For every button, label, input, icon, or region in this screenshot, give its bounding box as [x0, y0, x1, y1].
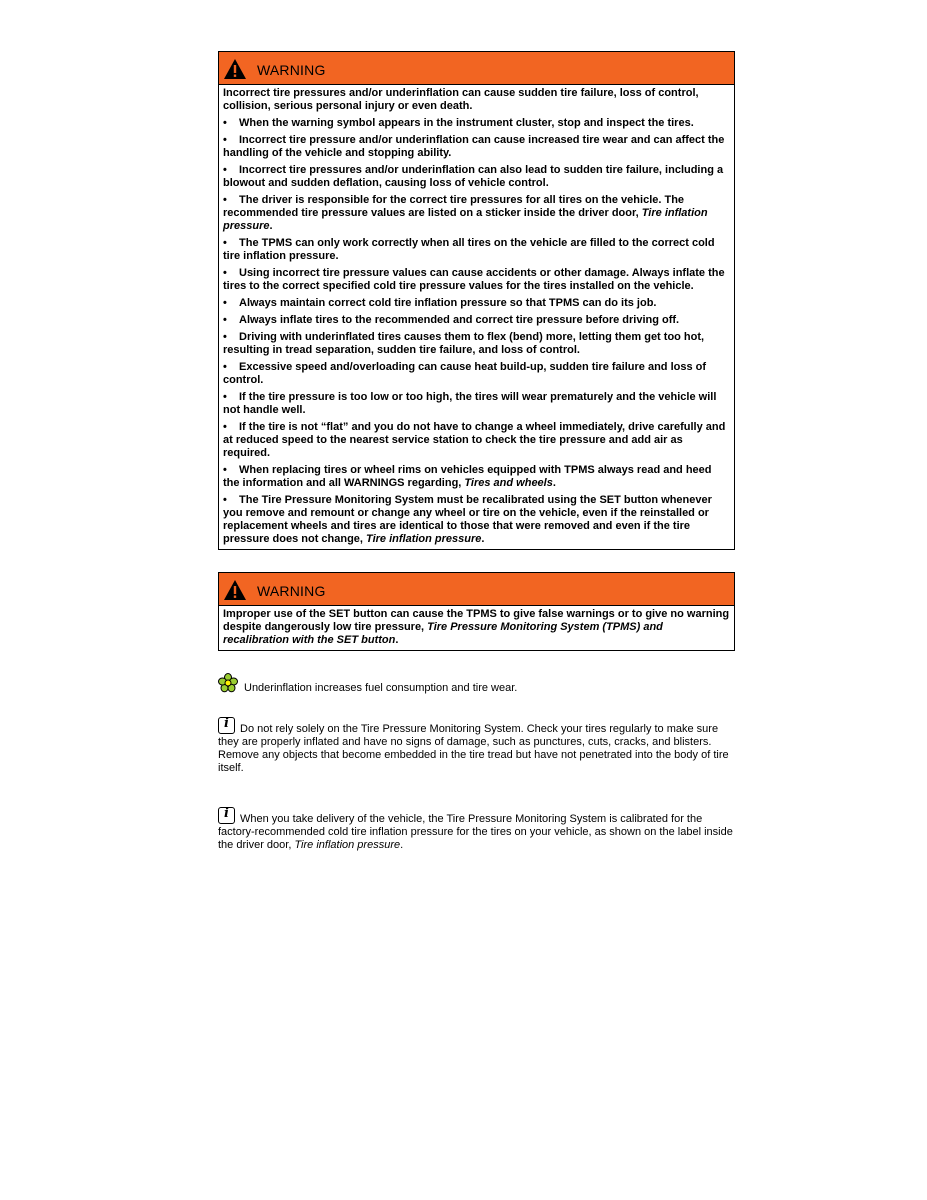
warning-triangle-icon: [223, 579, 247, 601]
warning-body: [219, 606, 734, 650]
warning-bullet-item: • The driver is responsible for the correct tire pressures for all tires on the vehicle. The recommended tire pressure values are listed on a sticker inside the driver door, Tire inflation pressure.: [223, 194, 708, 232]
warning-bullet-item: • Incorrect tire pressure and/or underinflation can cause increased tire wear and can affect the handling of the vehicle and stopping ability.: [223, 134, 725, 159]
warning-bullet-item: • If the tire is not “flat” and you do not have to change a wheel immediately, drive carefully and at reduced speed to the nearest service station to check the tire pressure and add air as required.: [223, 421, 726, 459]
bullet-marker: •: [223, 361, 227, 373]
warning-triangle-icon: [223, 58, 247, 80]
warning-bullet-item: • Using incorrect tire pressure values can cause accidents or other damage. Always inflate the tires to the correct specified cold tire pressure values for the tires installed on the vehicle.: [223, 267, 725, 292]
warning-bullet-item: • Always maintain correct cold tire inflation pressure so that TPMS can do its job.: [223, 297, 657, 309]
info-note-text: When you take delivery of the vehicle, the Tire Pressure Monitoring System is calibrated for the factory-recommended cold tire inflation pressure for the tires on your vehicle, as shown on the label inside the driver door,: [218, 813, 733, 851]
manual-page: [218, 51, 735, 872]
environment-flower-icon: [218, 673, 238, 693]
cross-reference-link[interactable]: Tire Pressure Monitoring System (TPMS) and recalibration with the SET button: [223, 621, 663, 646]
bullet-marker: •: [223, 421, 227, 433]
bullet-marker: •: [223, 237, 227, 249]
warning-bullet-item: • The Tire Pressure Monitoring System must be recalibrated using the SET button whenever you remove and remount or change any wheel or tire on the vehicle, even if the reinstalled or replacement wheels and tires are identical to those that were removed and even if the tire pressure does not change, Tire inflation pressure.: [223, 494, 712, 545]
bullet-marker: •: [223, 134, 227, 146]
bullet-marker: •: [223, 297, 227, 309]
warning-bullet-item: • Driving with underinflated tires causes them to flex (bend) more, letting them get too hot, resulting in tread separation, sudden tire failure, and loss of control.: [223, 331, 705, 356]
bullet-marker: •: [223, 331, 227, 343]
warning-bullet-item: • When replacing tires or wheel rims on vehicles equipped with TPMS always read and heed the information and all WARNINGS regarding, Tires and wheels.: [223, 464, 712, 489]
environment-note: [218, 673, 735, 695]
cross-reference-link[interactable]: Tire inflation pressure: [294, 839, 401, 851]
warning-title: WARNING: [257, 62, 326, 78]
bullet-marker: •: [223, 117, 227, 129]
bullet-marker: •: [223, 194, 227, 206]
environment-note-text: Underinflation increases fuel consumption and tire wear.: [244, 682, 518, 694]
warning-intro: Incorrect tire pressures and/or underinflation can cause sudden tire failure, loss of control, collision, serious personal injury or even death.: [223, 87, 699, 112]
bullet-marker: •: [223, 267, 227, 279]
warning-bullet-item: • If the tire pressure is too low or too high, the tires will wear prematurely and the vehicle will not handle well.: [223, 391, 717, 416]
warning-text: Improper use of the SET button can cause the TPMS to give false warnings or to give no warning despite dangerously low tire pressure, Tire Pressure Monitoring System (TPMS) and recalibration with the SET button.: [223, 608, 730, 646]
info-note-text: Do not rely solely on the Tire Pressure Monitoring System. Check your tires regularly to make sure they are properly inflated and have no signs of damage, such as punctures, cuts, cracks, and blisters. Remove any objects that become embedded in the tire tread but have not penetrated into the body of tire itself.: [218, 723, 729, 774]
info-icon: [218, 717, 235, 734]
warning-bullet-item: • Excessive speed and/overloading can cause heat build-up, sudden tire failure and loss of control.: [223, 361, 707, 386]
warning-header: [219, 52, 734, 85]
cross-reference-link[interactable]: Tires and wheels: [464, 477, 553, 489]
bullet-marker: •: [223, 314, 227, 326]
bullet-marker: •: [223, 164, 227, 176]
bullet-marker: •: [223, 494, 227, 506]
bullet-marker: •: [223, 391, 227, 403]
warning-bullet-item: • Always inflate tires to the recommended and correct tire pressure before driving off.: [223, 314, 680, 326]
info-icon: [218, 807, 235, 824]
warning-bullet-item: • Incorrect tire pressures and/or underinflation can also lead to sudden tire failure, including a blowout and sudden deflation, causing loss of vehicle control.: [223, 164, 724, 189]
warning-bullet-item: • The TPMS can only work correctly when all tires on the vehicle are filled to the correct cold tire inflation pressure.: [223, 237, 715, 262]
warning-body: [219, 85, 734, 549]
warning-box-set-button: [218, 572, 735, 651]
warning-header: [219, 573, 734, 606]
warning-bullet-list: [223, 117, 730, 546]
cross-reference-link[interactable]: Tire inflation pressure: [223, 207, 708, 232]
cross-reference-link[interactable]: Tire inflation pressure: [366, 533, 482, 545]
info-note-calibration: iWhen you take delivery of the vehicle, the Tire Pressure Monitoring System is calibrated for the factory-recommended cold tire inflation pressure for the tires on your vehicle, as shown on the label inside the driver door, Tire inflation pressure.: [218, 807, 735, 852]
bullet-marker: •: [223, 464, 227, 476]
warning-title: WARNING: [257, 583, 326, 599]
warning-box-tire-pressure: [218, 51, 735, 550]
warning-bullet-item: • When the warning symbol appears in the instrument cluster, stop and inspect the tires.: [223, 117, 694, 129]
info-note-tpms-reliance: [218, 717, 735, 775]
